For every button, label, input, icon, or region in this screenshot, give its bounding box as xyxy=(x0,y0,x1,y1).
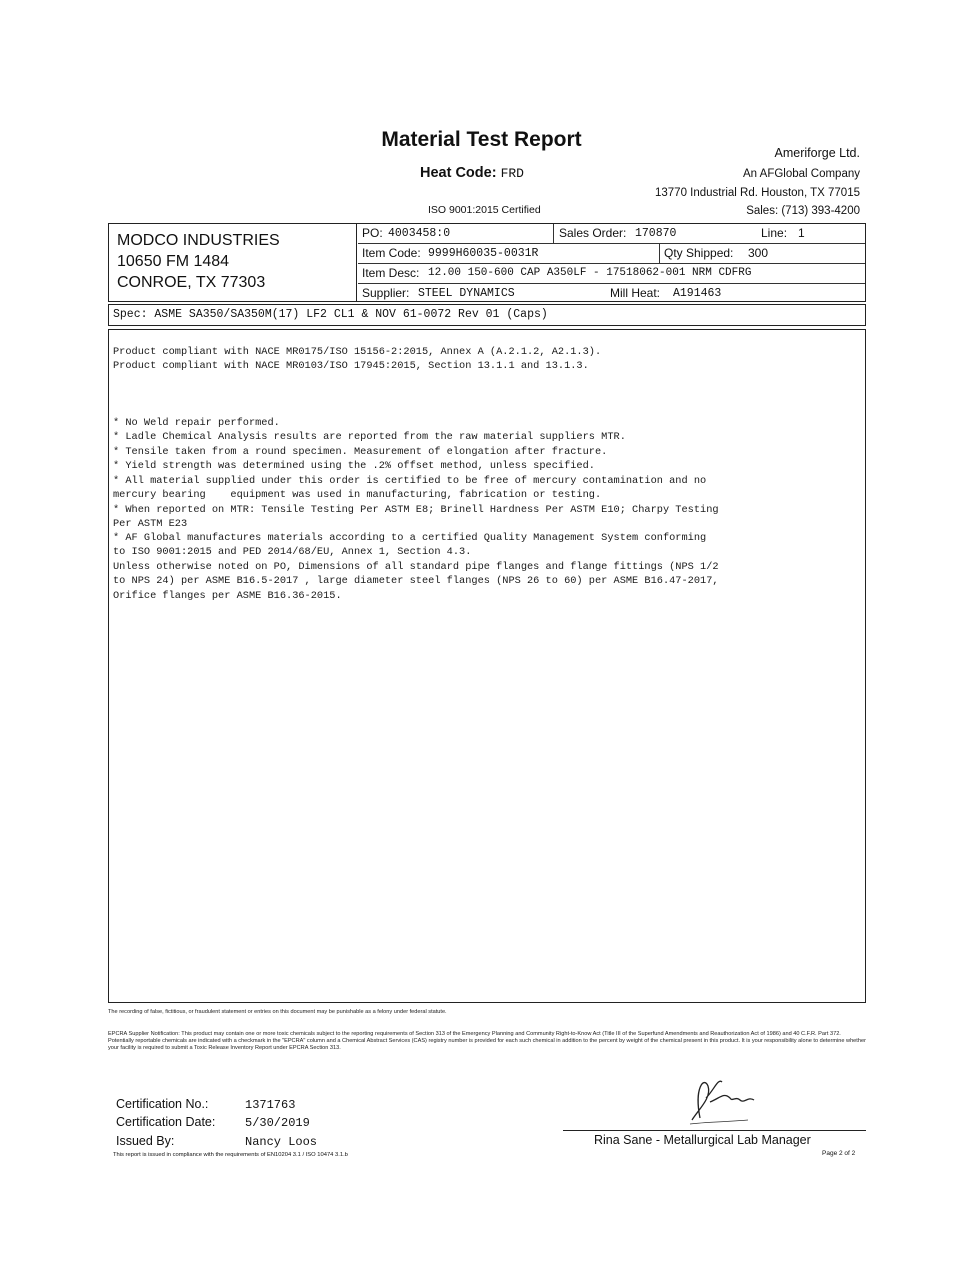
line-value: 1 xyxy=(798,226,805,240)
customer-name: MODCO INDUSTRIES xyxy=(117,232,280,249)
certification-no-label: Certification No.: xyxy=(116,1097,209,1111)
certification-date-value: 5/30/2019 xyxy=(245,1116,310,1130)
bullet-line: * Ladle Chemical Analysis results are reported from the raw material suppliers MTR. xyxy=(113,431,626,443)
customer-block xyxy=(109,224,357,301)
signer-name: Rina Sane - Metallurgical Lab Manager xyxy=(594,1133,811,1147)
company-address: 13770 Industrial Rd. Houston, TX 77015 xyxy=(654,187,860,199)
item-desc-row xyxy=(358,264,865,284)
heat-code xyxy=(420,165,524,181)
supplier-value: STEEL DYNAMICS xyxy=(418,287,515,300)
issued-by-label: Issued By: xyxy=(116,1134,175,1148)
iso-certified: ISO 9001:2015 Certified xyxy=(428,204,541,216)
qty-shipped-label: Qty Shipped: xyxy=(664,246,734,260)
report-title: Material Test Report xyxy=(381,128,582,151)
sales-order-value: 170870 xyxy=(635,227,677,240)
company-sales: Sales: (713) 393-4200 xyxy=(746,205,860,217)
epcra-notice: EPCRA Supplier Notification: This product may contain one or more toxic chemicals subject to the reporting requirements of Section 313 of the Emergency Planning and Community Right-to-Know Act (Title III of the Superfund Amendments and Reauthorization Act of 1986) and 40 C.F.R. Part 372. Potentially reportable chemicals are indicated with a checkmark in the "EPCRA" column and a Chemical Abstract Services (CAS) registry number is provided for each such chemical in addition to the percent by weight of the chemical present in this product. It is your responsibility alone to determine whether your facility is required to submit a Toxic Release Inventory Report under EPCRA Section 313. xyxy=(108,1031,866,1051)
spec-line xyxy=(108,304,866,326)
issued-by-value: Nancy Loos xyxy=(245,1135,318,1149)
qty-shipped-value: 300 xyxy=(748,246,769,260)
bullet-line: Unless otherwise noted on PO, Dimensions of all standard pipe flanges and flange fittings (NPS 1/2 xyxy=(113,561,719,573)
po-value: 4003458:0 xyxy=(388,227,451,240)
spec-text: Spec: ASME SA350/SA350M(17) LF2 CL1 & NOV 61-0072 Rev 01 (Caps) xyxy=(113,308,548,321)
bullet-line: mercury bearing equipment was used in manufacturing, fabrication or testing. xyxy=(113,489,602,501)
mill-heat-value: A191463 xyxy=(673,287,722,300)
certification-date-label: Certification Date: xyxy=(116,1115,216,1129)
bullet-line: * AF Global manufactures materials according to a certified Quality Management System conforming xyxy=(113,532,707,544)
po-row xyxy=(358,224,865,244)
sales-order-label: Sales Order: xyxy=(559,226,627,240)
item-code-row xyxy=(358,244,865,264)
heat-code-label: Heat Code: xyxy=(420,165,497,181)
compliance-note: Product compliant with NACE MR0103/ISO 17945:2015, Section 13.1.1 and 13.1.3. xyxy=(113,360,589,372)
mill-heat-label: Mill Heat: xyxy=(610,286,661,300)
line-label: Line: xyxy=(761,226,788,240)
company-name: Ameriforge Ltd. xyxy=(774,146,860,160)
item-desc-value: 12.00 150-600 CAP A350LF - 17518062-001 NRM CDFRG xyxy=(428,267,752,279)
bullet-line: to ISO 9001:2015 and PED 2014/68/EU, Annex 1, Section 4.3. xyxy=(113,546,472,558)
supplier-label: Supplier: xyxy=(362,286,410,300)
signature-image xyxy=(670,1068,760,1128)
notes-box xyxy=(108,329,866,1003)
customer-street: 10650 FM 1484 xyxy=(117,253,230,270)
bullet-line: * Yield strength was determined using the .2% offset method, unless specified. xyxy=(113,460,595,472)
customer-city: CONROE, TX 77303 xyxy=(117,274,266,291)
legal-statement: The recording of false, fictitious, or fraudulent statement or entries on this document may be punishable as a felony under federal statute. xyxy=(108,1009,447,1015)
bullet-line: * No Weld repair performed. xyxy=(113,417,280,429)
company-subtitle: An AFGlobal Company xyxy=(743,168,860,180)
item-code-value: 9999H60035-0031R xyxy=(428,247,539,260)
order-header-box xyxy=(108,223,866,302)
certification-no-value: 1371763 xyxy=(245,1098,296,1112)
item-code-label: Item Code: xyxy=(362,246,421,260)
bullet-line: to NPS 24) per ASME B16.5-2017 , large diameter steel flanges (NPS 26 to 60) per ASME B16.47-2017, xyxy=(113,575,719,587)
compliance-note: Product compliant with NACE MR0175/ISO 15156-2:2015, Annex A (A.2.1.2, A2.1.3). xyxy=(113,346,602,358)
bullet-line: Orifice flanges per ASME B16.36-2015. xyxy=(113,590,342,602)
bullet-line: Per ASTM E23 xyxy=(113,518,188,530)
signature-line xyxy=(563,1130,866,1131)
heat-code-value: FRD xyxy=(500,166,524,181)
supplier-row xyxy=(358,284,865,303)
item-desc-label: Item Desc: xyxy=(362,266,420,280)
bullet-line: * Tensile taken from a round specimen. Measurement of elongation after fracture. xyxy=(113,446,608,458)
iso-compliance-note: This report is issued in compliance with the requirements of EN10204 3.1 / ISO 10474 3.1.b xyxy=(113,1152,348,1158)
bullet-line: * All material supplied under this order is certified to be free of mercury contamination and no xyxy=(113,475,707,487)
po-label: PO: xyxy=(362,226,383,240)
bullet-line: * When reported on MTR: Tensile Testing Per ASTM E8; Brinell Hardness Per ASTM E10; Charpy Testing xyxy=(113,504,719,516)
page-number: Page 2 of 2 xyxy=(822,1150,856,1157)
